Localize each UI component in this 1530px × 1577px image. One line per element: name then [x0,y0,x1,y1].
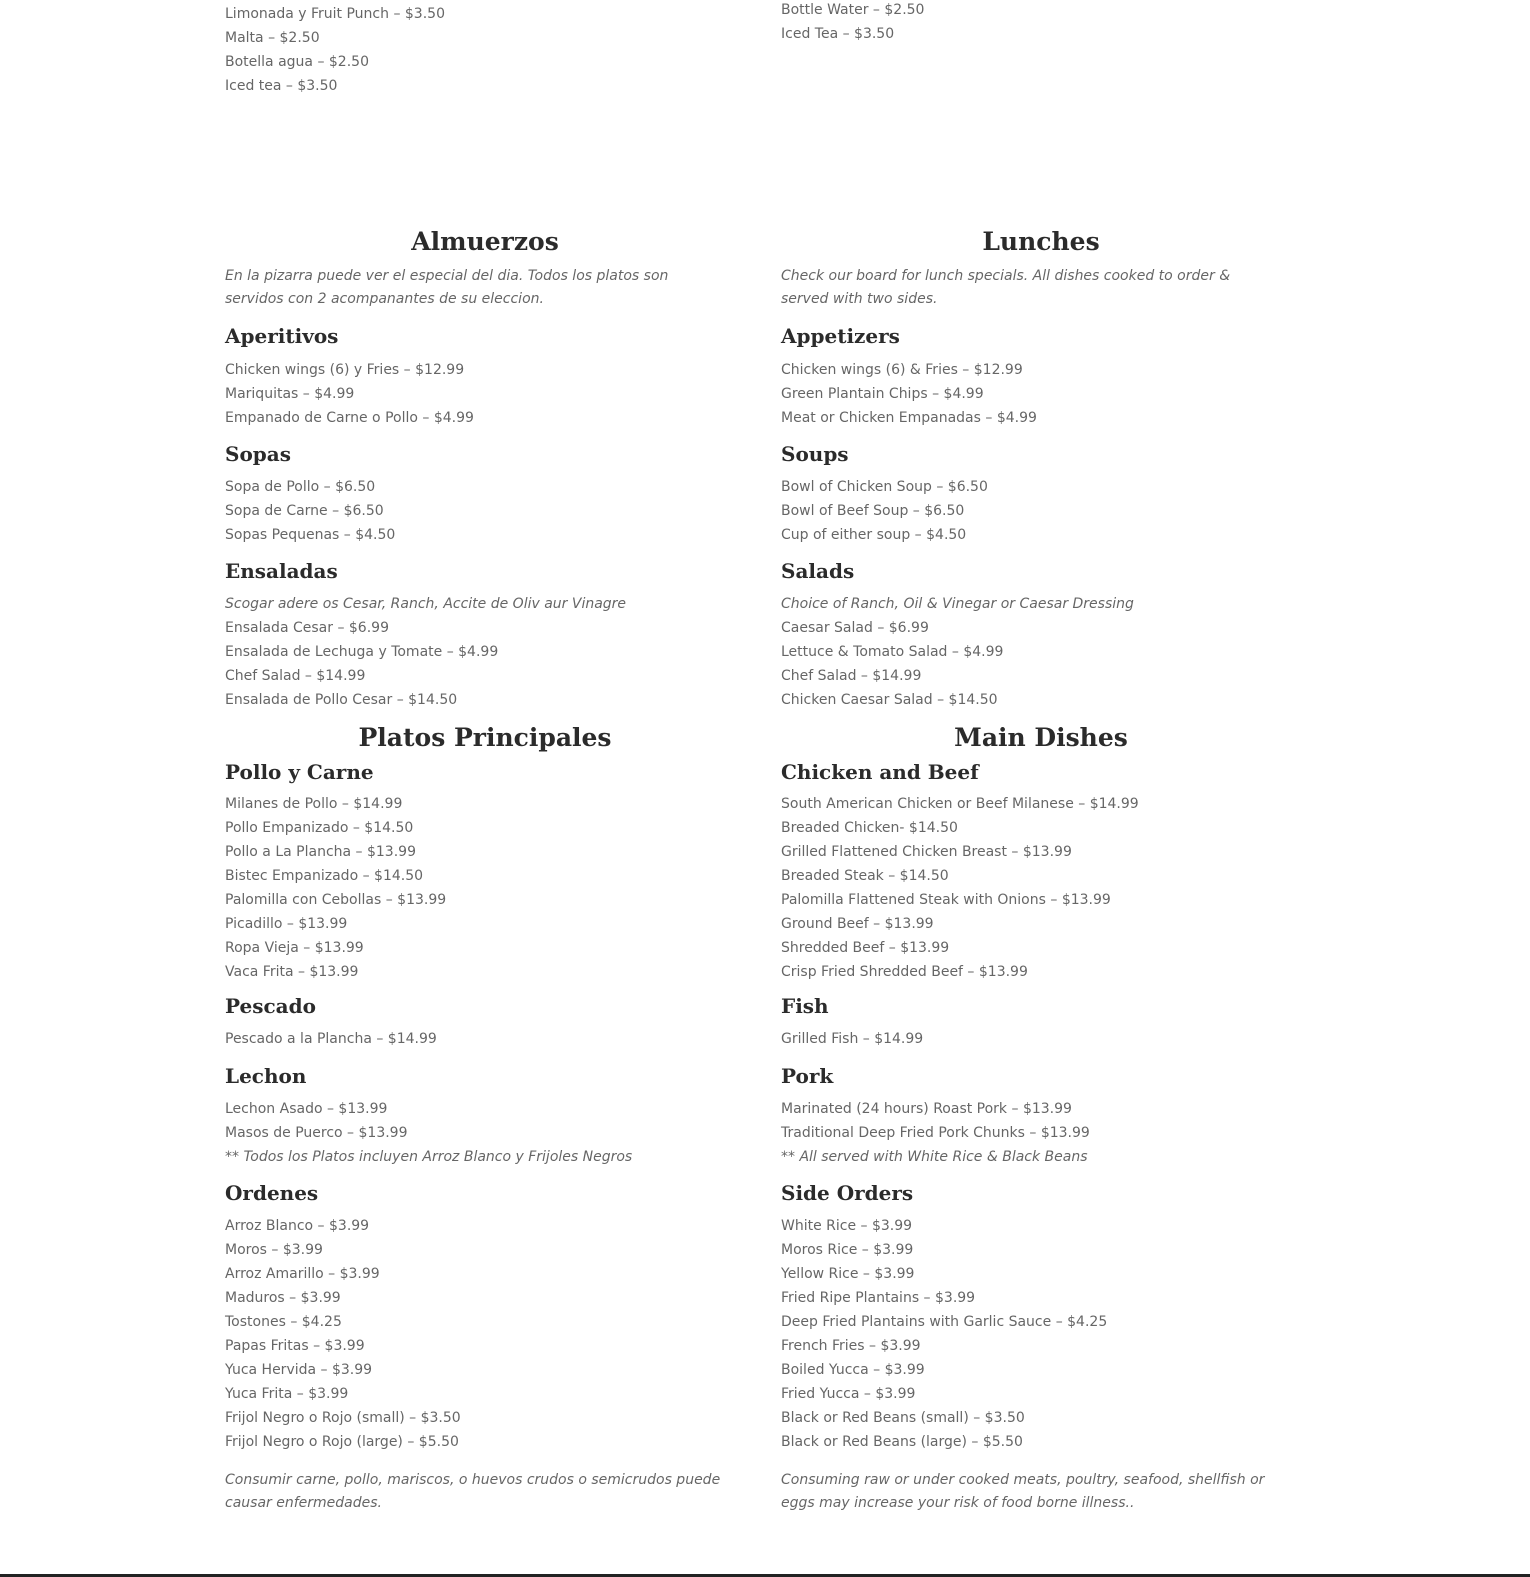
list-item: Sopa de Pollo – $6.50 [225,479,376,495]
list-item: Empanado de Carne o Pollo – $4.99 [225,410,474,426]
list-item: Chef Salad – $14.99 [225,668,366,684]
section-title: Main Dishes [954,723,1128,752]
list-item: Black or Red Beans (small) – $3.50 [781,1410,1025,1426]
list-item: Grilled Fish – $14.99 [781,1031,924,1047]
list-item: Chicken wings (6) y Fries – $12.99 [225,362,465,378]
list-item: Moros – $3.99 [225,1242,323,1258]
list-item: Boiled Yucca – $3.99 [781,1362,925,1378]
list-item: Grilled Flattened Chicken Breast – $13.99 [781,844,1072,860]
section-intro: Check our board for lunch specials. All dishes cooked to order & served with two sides. [781,268,1231,307]
salads-list [781,592,1134,712]
category-heading: Aperitivos [225,324,339,348]
list-item: Limonada y Fruit Punch – $3.50 [225,6,445,22]
list-item: Arroz Amarillo – $3.99 [225,1266,380,1282]
list-item: Yellow Rice – $3.99 [781,1266,915,1282]
menu-column-spanish [225,0,765,1577]
category-heading: Salads [781,559,855,583]
list-item: Sopa de Carne – $6.50 [225,503,384,519]
fish-list [225,1027,437,1051]
list-item: White Rice – $3.99 [781,1218,913,1234]
health-warning: Consumir carne, pollo, mariscos, o huevos crudos o semicrudos puede causar enfermedades. [225,1472,721,1511]
salad-note: Scogar adere os Cesar, Ranch, Accite de Oliv aur Vinagre [225,596,627,612]
category-heading: Lechon [225,1064,307,1088]
category-heading: Side Orders [781,1181,914,1205]
list-item: Milanes de Pollo – $14.99 [225,796,403,812]
category-heading: Appetizers [781,324,900,348]
list-item: Pollo Empanizado – $14.50 [225,820,414,836]
category-heading: Soups [781,442,849,466]
appetizers-list [225,358,474,430]
fish-list [781,1027,923,1051]
list-item: Papas Fritas – $3.99 [225,1338,365,1354]
list-item: Iced Tea – $3.50 [781,26,895,42]
pork-list [225,1097,632,1169]
category-heading: Chicken and Beef [781,760,979,784]
list-item: Pescado a la Plancha – $14.99 [225,1031,437,1047]
soups-list [781,475,988,547]
list-item: South American Chicken or Beef Milanese – $14.99 [781,796,1139,812]
list-item: Sopas Pequenas – $4.50 [225,527,396,543]
list-item: Bistec Empanizado – $14.50 [225,868,424,884]
list-item: Yuca Hervida – $3.99 [225,1362,373,1378]
list-item: Meat or Chicken Empanadas – $4.99 [781,410,1037,426]
list-item: Palomilla con Cebollas – $13.99 [225,892,447,908]
list-item: Moros Rice – $3.99 [781,1242,914,1258]
list-item: Picadillo – $13.99 [225,916,348,932]
list-item: Malta – $2.50 [225,30,320,46]
sides-list [225,1214,461,1454]
salad-note: Choice of Ranch, Oil & Vinegar or Caesar Dressing [781,596,1134,612]
list-item: Ensalada de Lechuga y Tomate – $4.99 [225,644,499,660]
chicken-beef-list [225,792,446,984]
list-item: Black or Red Beans (large) – $5.50 [781,1434,1023,1450]
list-item: Chicken Caesar Salad – $14.50 [781,692,998,708]
category-heading: Ordenes [225,1181,319,1205]
list-item: Botella agua – $2.50 [225,54,369,70]
list-item: Lettuce & Tomato Salad – $4.99 [781,644,1004,660]
list-item: Maduros – $3.99 [225,1290,341,1306]
list-item: Tostones – $4.25 [225,1314,342,1330]
list-item: Green Plantain Chips – $4.99 [781,386,984,402]
chicken-beef-list [781,792,1139,984]
section-title: Almuerzos [411,227,559,256]
category-heading: Pollo y Carne [225,760,374,784]
list-item: Cup of either soup – $4.50 [781,527,967,543]
appetizers-list [781,358,1037,430]
soups-list [225,475,395,547]
salads-list [225,592,626,712]
list-item: Chef Salad – $14.99 [781,668,922,684]
category-heading: Sopas [225,442,291,466]
pork-note: ** Todos los Platos incluyen Arroz Blanco y Frijoles Negros [225,1149,633,1165]
list-item: Marinated (24 hours) Roast Pork – $13.99 [781,1101,1072,1117]
list-item: Lechon Asado – $13.99 [225,1101,388,1117]
list-item: Caesar Salad – $6.99 [781,620,929,636]
health-warning: Consuming raw or under cooked meats, poultry, seafood, shellfish or eggs may increase your risk of food borne illness.. [781,1472,1265,1511]
list-item: Shredded Beef – $13.99 [781,940,950,956]
list-item: Frijol Negro o Rojo (small) – $3.50 [225,1410,461,1426]
category-heading: Ensaladas [225,559,338,583]
list-item: Yuca Frita – $3.99 [225,1386,349,1402]
list-item: Pollo a La Plancha – $13.99 [225,844,416,860]
list-item: Chicken wings (6) & Fries – $12.99 [781,362,1023,378]
list-item: Breaded Steak – $14.50 [781,868,949,884]
list-item: Deep Fried Plantains with Garlic Sauce – $4.25 [781,1314,1108,1330]
list-item: Fried Ripe Plantains – $3.99 [781,1290,976,1306]
list-item: Crisp Fried Shredded Beef – $13.99 [781,964,1028,980]
list-item: Arroz Blanco – $3.99 [225,1218,370,1234]
list-item: French Fries – $3.99 [781,1338,921,1354]
list-item: Mariquitas – $4.99 [225,386,355,402]
list-item: Traditional Deep Fried Pork Chunks – $13.99 [781,1125,1090,1141]
list-item: Ropa Vieja – $13.99 [225,940,364,956]
list-item: Ensalada Cesar – $6.99 [225,620,389,636]
pork-list [781,1097,1090,1169]
list-item: Vaca Frita – $13.99 [225,964,359,980]
list-item: Palomilla Flattened Steak with Onions – $13.99 [781,892,1111,908]
category-heading: Pork [781,1064,834,1088]
sides-list [781,1214,1107,1454]
section-intro: En la pizarra puede ver el especial del dia. Todos los platos son servidos con 2 acompanantes de su eleccion. [225,268,669,307]
list-item: Bowl of Beef Soup – $6.50 [781,503,965,519]
list-item: Bottle Water – $2.50 [781,2,925,18]
section-title: Lunches [982,227,1100,256]
pork-note: ** All served with White Rice & Black Beans [781,1149,1088,1165]
menu-column-english [781,0,1321,1577]
list-item: Ground Beef – $13.99 [781,916,934,932]
list-item: Iced tea – $3.50 [225,78,338,94]
list-item: Ensalada de Pollo Cesar – $14.50 [225,692,458,708]
list-item: Bowl of Chicken Soup – $6.50 [781,479,988,495]
list-item: Frijol Negro o Rojo (large) – $5.50 [225,1434,459,1450]
list-item: Fried Yucca – $3.99 [781,1386,916,1402]
category-heading: Fish [781,994,829,1018]
list-item: Breaded Chicken- $14.50 [781,820,958,836]
category-heading: Pescado [225,994,316,1018]
list-item: Masos de Puerco – $13.99 [225,1125,408,1141]
section-title: Platos Principales [358,723,612,752]
